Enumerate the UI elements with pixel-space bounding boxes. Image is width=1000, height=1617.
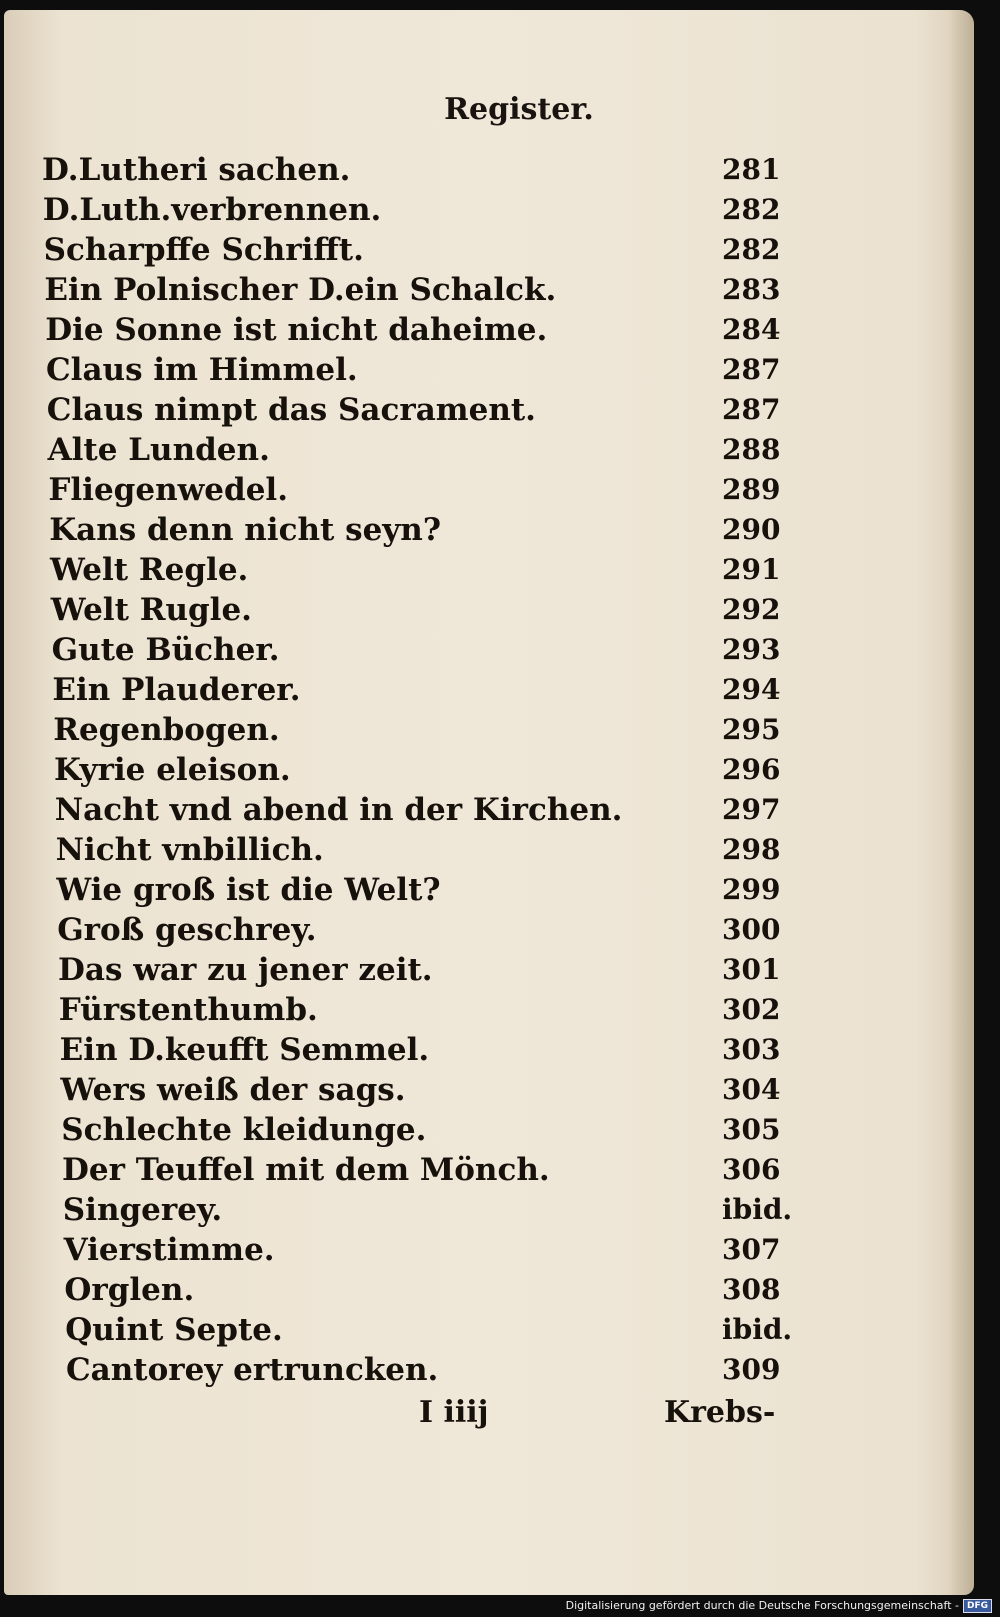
register-entry [56, 830, 784, 870]
entry-page-number: 308 [721, 1273, 781, 1306]
entry-page-number: 300 [721, 913, 781, 946]
register-entry [52, 630, 784, 670]
register-entry [64, 1230, 784, 1270]
entry-page-number: 282 [721, 193, 781, 226]
register-entry [52, 670, 784, 710]
entry-page-number: 281 [722, 153, 781, 186]
entry-label: Nicht vnbillich. [55, 832, 324, 868]
register-entry [44, 230, 784, 270]
entry-label: Gute Bücher. [51, 632, 280, 668]
entry-label: Scharpffe Schrifft. [43, 232, 364, 268]
entry-page-number: 306 [722, 1153, 781, 1186]
page-title: Register. [444, 92, 594, 127]
register-entry [46, 350, 784, 390]
entry-page-number: 303 [721, 1033, 781, 1066]
register-entry [65, 1310, 793, 1350]
entry-label: Vierstimme. [63, 1232, 275, 1268]
entry-page-number: 293 [721, 633, 781, 666]
entry-label: Wie groß ist die Welt? [56, 872, 441, 908]
entry-label: Welt Regle. [50, 552, 249, 588]
entry-page-number: 305 [721, 1113, 781, 1146]
signature-mark: I iiij [419, 1395, 489, 1430]
register-entry [45, 310, 784, 350]
register-entry [57, 910, 784, 950]
register-entry [48, 430, 784, 470]
entry-page-number: 289 [721, 473, 781, 506]
entry-page-number: 290 [721, 513, 781, 546]
register-entry [51, 590, 784, 630]
register-entry [58, 950, 784, 990]
entry-label: Regenbogen. [53, 712, 280, 748]
register-entry [66, 1350, 784, 1390]
entry-page-number: 284 [721, 313, 781, 346]
register-entry [62, 1190, 793, 1230]
dfg-logo: DFG [963, 1599, 992, 1613]
entry-label: Welt Rugle. [50, 592, 252, 628]
entry-page-number: 309 [722, 1353, 781, 1386]
entry-page-number: 294 [721, 673, 781, 706]
entry-label: Nacht vnd abend in der Kirchen. [54, 792, 623, 828]
entry-label: Singerey. [62, 1192, 223, 1228]
entry-page-number: 297 [721, 793, 781, 826]
credit-text: Digitalisierung gefördert durch die Deutsche Forschungsgemeinschaft - [565, 1599, 959, 1612]
entry-label: Kans denn nicht seyn? [49, 512, 442, 548]
entry-label: Orglen. [64, 1272, 195, 1308]
entry-label: Das war zu jener zeit. [58, 952, 433, 988]
entry-label: Fliegenwedel. [48, 472, 288, 508]
entry-page-number: 299 [721, 873, 781, 906]
entry-page-number: 296 [722, 753, 781, 786]
entry-label: D.Luth.verbrennen. [42, 192, 382, 228]
page-footer [4, 1395, 974, 1435]
register-entry [42, 150, 784, 190]
register-entry [64, 1270, 784, 1310]
entry-page-number: 288 [721, 433, 781, 466]
entry-label: Groß geschrey. [57, 912, 317, 948]
entry-label: Schlechte kleidunge. [61, 1112, 427, 1148]
entry-page-number: 295 [721, 713, 781, 746]
entry-label: D.Lutheri sachen. [42, 152, 351, 188]
register-entry [50, 550, 784, 590]
catchword: Krebs- [664, 1395, 776, 1430]
entry-label: Wers weiß der sags. [60, 1072, 406, 1108]
register-entry [54, 750, 784, 790]
entry-page-number: 301 [722, 953, 781, 986]
register-entry [55, 790, 784, 830]
entry-page-number: 282 [721, 233, 781, 266]
entry-label: Die Sonne ist nicht daheime. [45, 312, 548, 348]
funding-credit [566, 1597, 992, 1615]
register-entry [44, 270, 784, 310]
entry-label: Fürstenthumb. [58, 992, 318, 1028]
register-entry [53, 710, 784, 750]
entry-label: Kyrie eleison. [54, 752, 291, 788]
register-entry [61, 1110, 784, 1150]
register-entry [56, 870, 784, 910]
entry-label: Alte Lunden. [47, 432, 270, 468]
book-page [4, 10, 974, 1595]
entry-label: Cantorey ertruncken. [66, 1352, 439, 1388]
entry-page-number: 292 [721, 593, 781, 626]
entry-page-number: 283 [721, 273, 781, 306]
entry-page-number: ibid. [721, 1193, 793, 1226]
entry-label: Ein Plauderer. [52, 672, 301, 708]
entry-label: Der Teuffel mit dem Mönch. [62, 1152, 550, 1188]
register-entry [62, 1150, 784, 1190]
register-entry [49, 510, 784, 550]
entry-page-number: 307 [721, 1233, 781, 1266]
entry-label: Quint Septe. [65, 1312, 283, 1348]
register-entry [47, 390, 784, 430]
entry-page-number: 302 [721, 993, 781, 1026]
register-entry [60, 1070, 784, 1110]
register-entry [43, 190, 784, 230]
entry-page-number: ibid. [721, 1313, 793, 1346]
entry-page-number: 298 [721, 833, 781, 866]
entry-page-number: 291 [722, 553, 781, 586]
entry-label: Claus nimpt das Sacrament. [46, 392, 536, 428]
entry-page-number: 304 [721, 1073, 781, 1106]
entry-page-number: 287 [722, 353, 781, 386]
entry-page-number: 287 [721, 393, 781, 426]
register-entry [59, 990, 784, 1030]
register-entry [60, 1030, 784, 1070]
entry-label: Ein Polnischer D.ein Schalck. [44, 272, 557, 308]
entry-label: Ein D.keufft Semmel. [59, 1032, 430, 1068]
register-entry [48, 470, 784, 510]
entry-label: Claus im Himmel. [46, 352, 358, 388]
